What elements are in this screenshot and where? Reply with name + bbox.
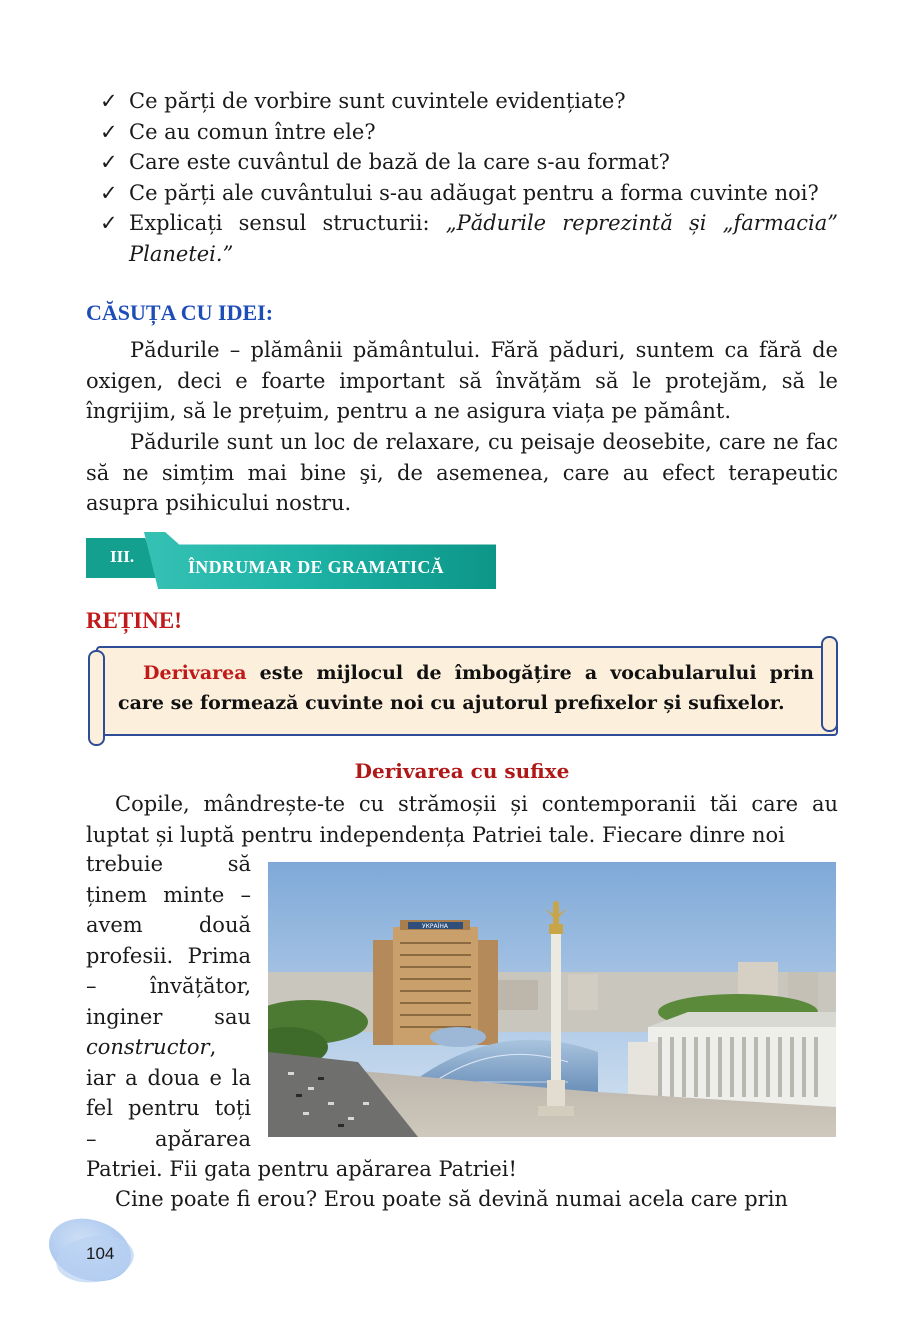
independence-square-photo [268,862,836,1137]
checkmark-icon: ✓ [100,89,118,113]
section-banner [86,532,496,590]
question-item: ✓ Ce părți ale cuvântului s-au adăugat pentru a forma cuvinte noi? [100,178,838,209]
hotel-sign: УКРАЇНА [421,923,449,930]
subsection-title: Derivarea cu sufixe [354,759,570,783]
question-item: ✓ Care este cuvântul de bază de la care s-au format? [100,147,838,178]
checkmark-icon: ✓ [100,211,118,235]
story-paragraph: Cine poate fi erou? Erou poate să devină numai acela care prin [115,1187,788,1211]
question-item: ✓ Ce părți de vorbire sunt cuvintele evidențiate? [100,86,838,117]
story-paragraph: Copile, mândrește-te cu strămoșii și contemporanii tăi care au luptat și luptă pentru independența Patriei tale. Fiecare dinre noi [86,792,838,847]
question-item: ✓ Ce au comun între ele? [100,117,838,148]
page-number-badge [48,1220,134,1282]
ideas-paragraph: Pădurile – plămânii pământului. Fără păduri, suntem ca fără de oxigen, deci e foarte important să învățăm să le protejăm, să le îngrijim, să le prețuim, pentru a ne asigura viața pe pământ. [86,338,838,423]
story-wrapped-text: trebuie să ținem minte – avem două profesii. Prima – învățător, inginer sau constructor, iar a doua e la fel pentru toți – apărarea [86,852,251,1151]
section-number: III. [110,547,135,566]
section-title: ÎNDRUMAR DE GRAMATICĂ [188,557,444,577]
ideas-heading: CĂSUȚA CU IDEI: [86,300,274,325]
story-paragraph: Patriei. Fii gata pentru apărarea Patriei! [86,1157,517,1181]
question-item: ✓ Explicați sensul structurii: „Pădurile reprezintă și „farmacia” Planetei.” [100,208,838,269]
page-number: 104 [86,1244,115,1263]
checkmark-icon: ✓ [100,180,118,205]
ideas-paragraph: Pădurile sunt un loc de relaxare, cu peisaje deosebite, care ne fac să ne simțim mai bine şi, de asemenea, care au efect terapeutic asupra psihicului nostru. [86,430,838,515]
checkmark-icon: ✓ [100,150,118,174]
scroll-roll-icon [88,650,105,746]
quoted-structure: „Pădurile reprezintă și „farmacia” Planetei.” [129,211,838,266]
definition-term: Derivarea [143,662,247,684]
scroll-roll-icon [821,636,838,732]
remember-heading: REȚINE! [86,608,182,633]
definition-text: Derivarea este mijlocul de îmbogățire a vocabularului prin care se formează cuvinte noi cu ajutorul prefixelor și sufixelor. [118,662,814,714]
checkmark-icon: ✓ [100,119,118,144]
question-checklist [100,86,838,269]
definition-scroll [88,634,840,746]
